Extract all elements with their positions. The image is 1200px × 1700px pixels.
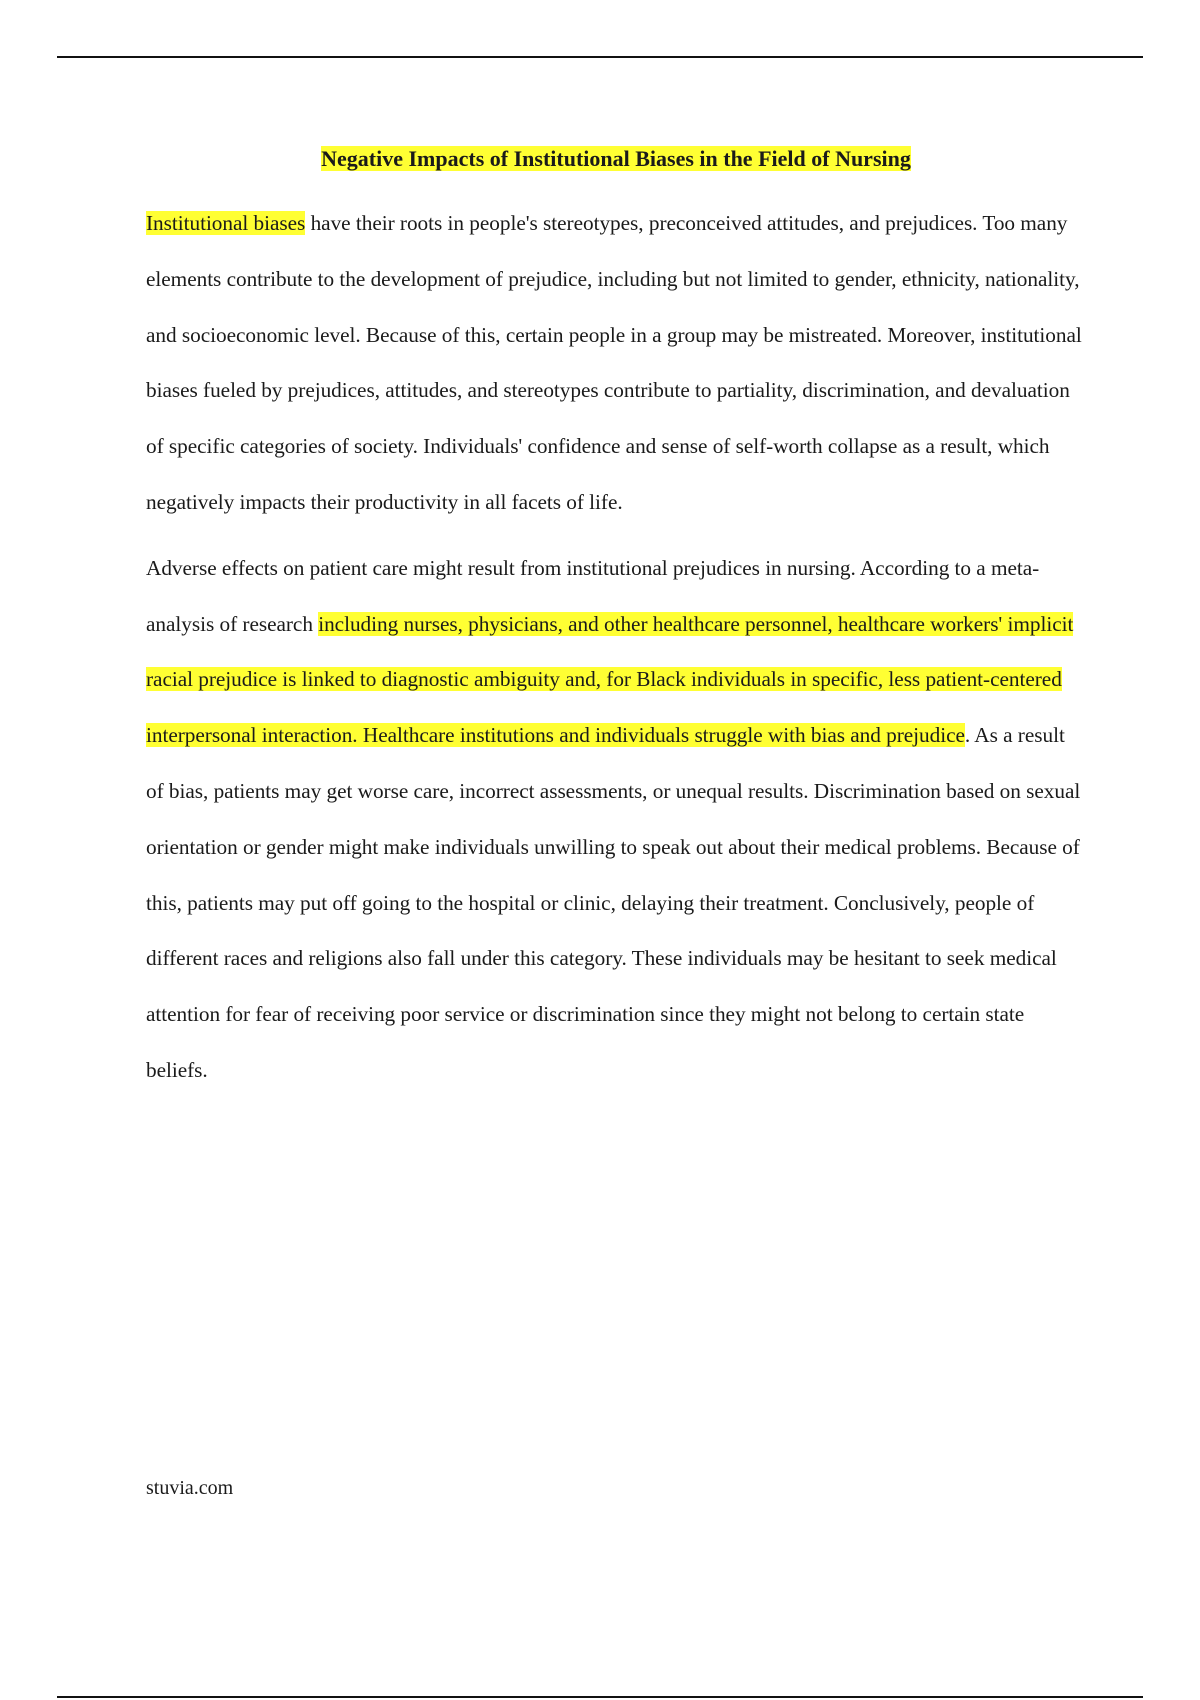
paragraph-2-text-before: Adverse effects on patient care might result from institutional prejudices in nursing. According to a meta-analysis of research bbox=[146, 555, 1040, 636]
paragraph-2-text-after: . As a result of bias, patients may get worse care, incorrect assessments, or unequal results. Discrimination based on sexual orientation or gender might make individuals unwilling to speak out about their medical problems. Because of this, patients may put off going to the hospital or clinic, delaying their treatment. Conclusively, people of different races and religions also fall under this category. These individuals may be hesitant to seek medical attention for fear of receiving poor service or discrimination since they might not belong to certain state beliefs. bbox=[146, 723, 1081, 1082]
document-title bbox=[146, 142, 1086, 176]
bottom-rule bbox=[57, 1696, 1143, 1698]
top-rule bbox=[57, 56, 1143, 58]
footer-source: stuvia.com bbox=[146, 1477, 234, 1499]
paragraph-1-highlight: Institutional biases bbox=[146, 211, 306, 235]
paragraph-2 bbox=[146, 541, 1086, 1099]
document-body bbox=[146, 142, 1086, 1109]
paragraph-2-highlight: including nurses, physicians, and other healthcare personnel, healthcare workers' implicit racial prejudice is linked to diagnostic ambiguity and, for Black individuals in specific, less patient-centered interpersonal interaction. Healthcare institutions and individuals struggle with bias and prejudice bbox=[146, 611, 1074, 748]
title-highlight: Negative Impacts of Institutional Biases in the Field of Nursing bbox=[321, 146, 911, 171]
paragraph-1-text: have their roots in people's stereotypes, preconceived attitudes, and prejudices. Too many elements contribute to the development of prejudice, including but not limited to gender, ethnicity, nationality, and socioeconomic level. Because of this, certain people in a group may be mistreated. Moreover, institutional biases fueled by prejudices, attitudes, and stereotypes contribute to partiality, discrimination, and devaluation of specific categories of society. Individuals' confidence and sense of self-worth collapse as a result, which negatively impacts their productivity in all facets of life. bbox=[146, 211, 1082, 514]
paragraph-1 bbox=[146, 196, 1086, 531]
